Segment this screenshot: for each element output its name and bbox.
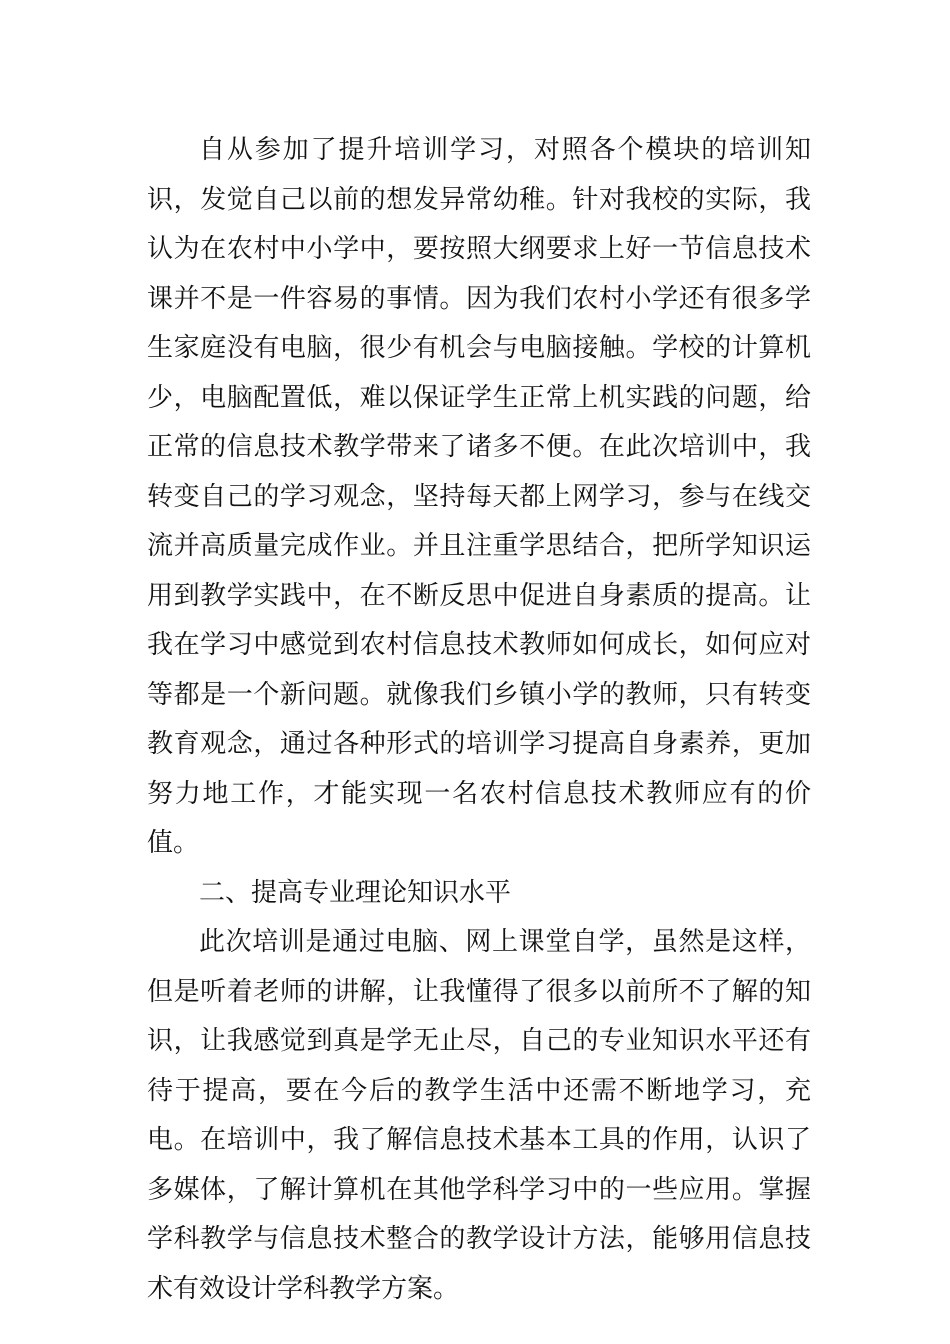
section-heading: 二、提高专业理论知识水平 [199, 877, 512, 908]
paragraph-theory-knowledge: 此次培训是通过电脑、网上课堂自学，虽然是这样，但是听着老师的讲解，让我懂得了很多以前所不了解的知识，让我感觉到真是学无止尽，自己的专业知识水平还有待于提高，要在今后的教学生活中还需不断地学习，充电。在培训中，我了解信息技术基本工具的作用，认识了多媒体，了解计算机在其他学科学习中的一些应用。掌握学科教学与信息技术整合的教学设计方法，能够用信息技术有效设计学科教学方案。 [147, 927, 811, 1304]
document-body [147, 126, 811, 1314]
paragraph-training-reflection: 自从参加了提升培训学习，对照各个模块的培训知识，发觉自己以前的想发异常幼稚。针对我校的实际，我认为在农村中小学中，要按照大纲要求上好一节信息技术课并不是一件容易的事情。因为我们农村小学还有很多学生家庭没有电脑，很少有机会与电脑接触。学校的计算机少，电脑配置低，难以保证学生正常上机实践的问题，给正常的信息技术教学带来了诸多不便。在此次培训中，我转变自己的学习观念，坚持每天都上网学习，参与在线交流并高质量完成作业。并且注重学思结合，把所学知识运用到教学实践中，在不断反思中促进自身素质的提高。让我在学习中感觉到农村信息技术教师如何成长，如何应对等都是一个新问题。就像我们乡镇小学的教师，只有转变教育观念，通过各种形式的培训学习提高自身素养，更加努力地工作，才能实现一名农村信息技术教师应有的价值。 [147, 135, 811, 858]
